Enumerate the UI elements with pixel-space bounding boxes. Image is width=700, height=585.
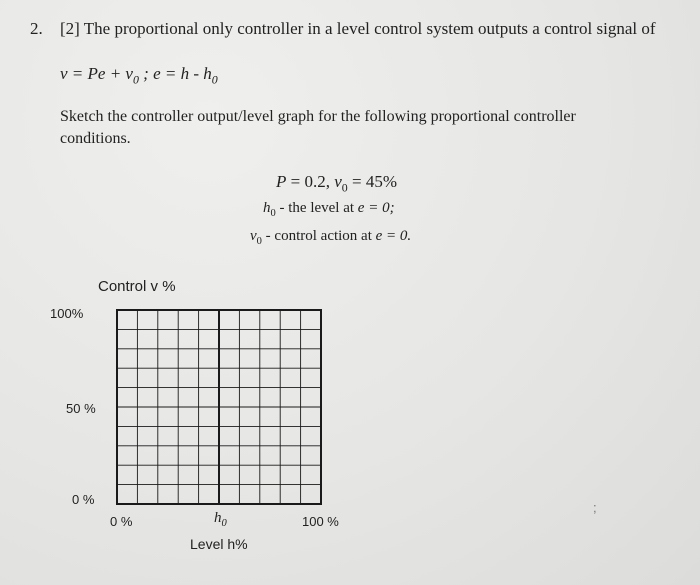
question-text: [2] The proportional only controller in a level control system outputs a control signal of <box>60 19 656 38</box>
control-equation: $v = Pe + v_0$ ; $e = h - h_0$ <box>60 64 218 87</box>
condition-parameters: P = 0.2, $v_0 = 45\%$ <box>276 172 397 195</box>
x-tick-h0: $h_0$ <box>214 510 227 529</box>
blank-graph-grid <box>116 309 322 505</box>
condition-v0-definition: $v_0$ - control action at e = 0. <box>250 228 412 247</box>
condition-v0-eq: e = 0. <box>375 228 412 244</box>
question-number: 2. <box>30 19 43 38</box>
x-tick-0: 0 % <box>110 514 133 529</box>
equation-v: v = Pe + v <box>60 64 133 83</box>
y-tick-100: 100% <box>50 306 84 321</box>
instruction-line-2: conditions. <box>60 130 131 147</box>
y-tick-0: 0 % <box>72 492 95 507</box>
instruction-line-1: Sketch the controller output/level graph for the following proportional controller <box>60 108 576 125</box>
condition-h0-text: - the level at <box>275 200 358 216</box>
y-axis-label: Control v % <box>98 278 176 295</box>
y-tick-50: 50 % <box>66 401 96 416</box>
x-tick-100: 100 % <box>302 514 339 529</box>
x-axis-label: Level h% <box>190 536 248 552</box>
condition-h0-definition: $h_0$ - the level at e = 0; <box>263 200 395 219</box>
condition-v0-text: - control action at <box>261 228 376 244</box>
condition-h0-eq: e = 0; <box>357 200 395 216</box>
margin-mark: ; <box>593 500 597 515</box>
